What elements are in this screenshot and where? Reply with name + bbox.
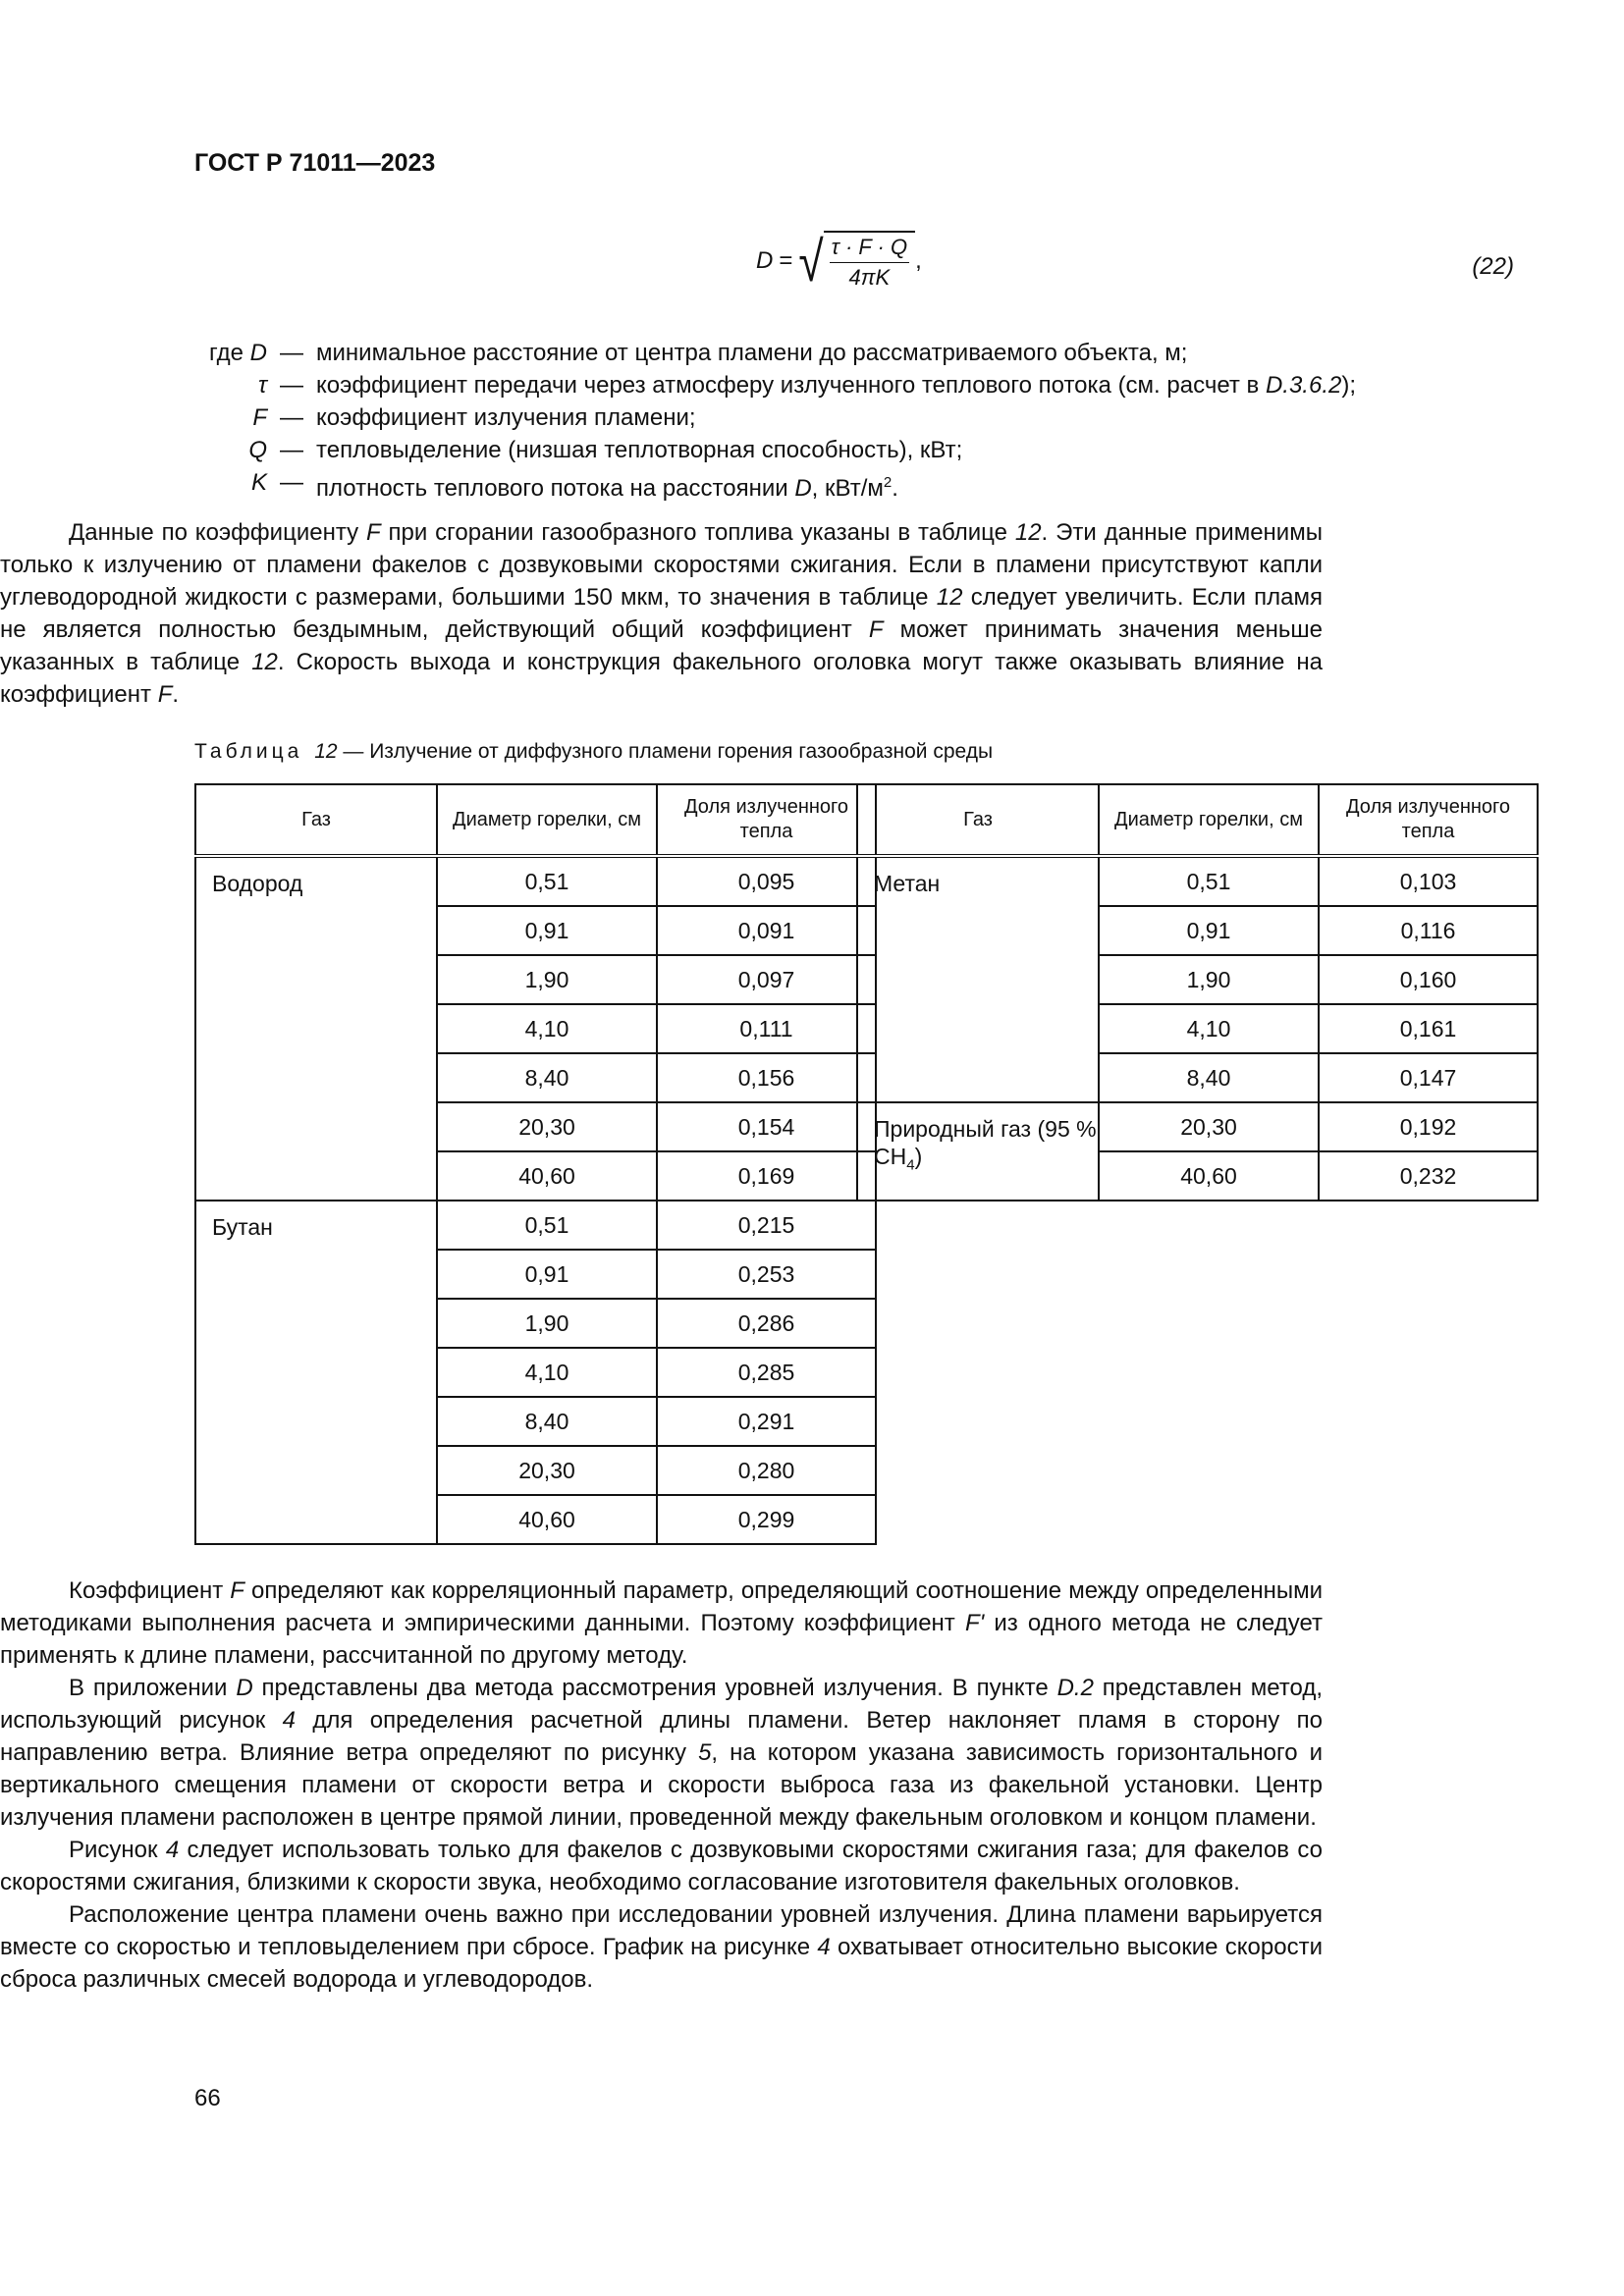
gas-name: Природный газ (95 % CH [874,1116,1097,1169]
table-row [195,856,876,906]
formula-lhs: D [756,246,774,274]
formula-equals: = [779,246,793,274]
definition-text [316,401,696,434]
numerator: τ · F · Q [830,235,909,263]
text-run: определяют как корреляционный параметр, определяющий соотношение между определенными методиками выполнения расчета и эмпирическими данными. Поэтому коэффициент [0,1577,1324,1636]
paragraph [0,1575,1323,1672]
burner-diameter-cell: 4,10 [437,1004,657,1053]
italic-run: F [365,519,381,546]
radiated-heat-fraction-cell: 0,285 [657,1348,876,1397]
italic-run: D.2 [1056,1675,1094,1701]
text-run: при сгорании газообразного топлива указаны в таблице [380,519,1015,546]
text-run: Данные по коэффициенту [69,519,366,546]
gas-subscript: 4 [906,1156,915,1174]
definition-item [194,401,1520,434]
radiated-heat-fraction-cell: 0,154 [657,1102,876,1151]
burner-diameter-cell: 8,40 [437,1397,657,1446]
definition-symbol [194,401,267,434]
burner-diameter-cell: 1,90 [1099,955,1319,1004]
italic-run: D.3.6.2 [1265,372,1342,399]
caption-label: Таблица [194,740,303,763]
definition-text [316,337,1187,369]
formula-trail: , [915,246,922,274]
table-right [856,783,1539,1201]
definition-symbol [194,337,267,369]
gas-name-cell [857,856,1099,1102]
radiated-heat-fraction-cell: 0,215 [657,1201,876,1250]
burner-diameter-cell: 0,51 [437,856,657,906]
definition-text [316,434,962,466]
italic-run: 5 [698,1739,712,1766]
gas-name-cell [857,1102,1099,1201]
burner-diameter-cell: 40,60 [437,1151,657,1201]
text-run: представлены два метода рассмотрения уровней излучения. В пункте [252,1675,1057,1701]
table-header-row [195,784,876,856]
symbol-text: F [252,404,267,431]
definition-text [316,466,898,505]
text-run: Рисунок [69,1837,166,1863]
text-run: следует использовать только для факелов с дозвуковыми скоростями сжигания газа; для факелов со скоростями сжигания, близкими к скорости звука, необходимо согласование изготовителя факельных оголовков. [0,1837,1323,1896]
definition-text [316,369,1356,401]
column-header: Диаметр горелки, см [437,784,657,856]
italic-run: 4 [817,1934,831,1960]
burner-diameter-cell: 4,10 [1099,1004,1319,1053]
denominator [849,263,891,291]
text-run: В приложении [69,1675,237,1701]
radiated-heat-fraction-cell: 0,095 [657,856,876,906]
definition-dash: — [280,437,303,463]
definition-dash: — [280,340,303,366]
gas-name-end: ) [914,1144,923,1169]
definition-dash: — [280,404,303,431]
text-run: плотность теплового потока на расстоянии [316,475,795,502]
table-row [195,1201,876,1250]
burner-diameter-cell: 40,60 [1099,1151,1319,1201]
italic-run: 12 [936,584,963,611]
text-run: минимальное расстояние от центра пламени до рассматриваемого объекта, м; [316,340,1188,366]
column-header: Доля излученного тепла [1319,784,1538,856]
radiated-heat-fraction-cell: 0,280 [657,1446,876,1495]
text-run: . Скорость выхода и конструкция факельного оголовка могут также оказывать влияние на коэффициент [0,649,1323,708]
definitions-list [194,337,1520,505]
page-number: 66 [194,2085,221,2111]
text-run: коэффициент излучения пламени; [316,404,696,431]
column-header: Газ [195,784,437,856]
italic-run: F' [964,1610,985,1636]
burner-diameter-cell: 40,60 [437,1495,657,1544]
italic-run: D [236,1675,253,1701]
burner-diameter-cell: 1,90 [437,955,657,1004]
radical-sign: √ [798,229,824,293]
definition-symbol [194,369,267,401]
text-run: следует увеличить. Если пламя не является полностью бездымным, действующий общий коэффициент [0,584,1324,643]
definition-item [194,337,1520,369]
gas-name: Метан [874,871,941,896]
definition-prefix: где [208,340,250,366]
burner-diameter-cell: 4,10 [437,1348,657,1397]
text-run: , на котором указана зависимость горизонтального и вертикального смещения пламени от скорости ветра и скорости выброса газа из факельной установки. Центр излучения пламени расположен в центре прямой линии, проведенной между факельным оголовком и концом пламени. [0,1739,1324,1831]
italic-run: 12 [1014,519,1042,546]
italic-run: 4 [165,1837,180,1863]
italic-run: F [868,616,884,643]
text-run: охватывает относительно высокие скорости сброса различных смесей водорода и углеводородов. [0,1934,1323,1993]
superscript: 2 [883,474,893,491]
text-run: представлен метод, использующий рисунок [0,1675,1323,1734]
italic-run: D [794,475,812,502]
radiated-heat-fraction-cell: 0,111 [657,1004,876,1053]
radiated-heat-fraction-cell: 0,091 [657,906,876,955]
paragraph [0,1672,1323,1834]
column-header: Газ [857,784,1099,856]
burner-diameter-cell: 0,51 [1099,856,1319,906]
burner-diameter-cell: 20,30 [437,1446,657,1495]
radiated-heat-fraction-cell: 0,253 [657,1250,876,1299]
burner-diameter-cell: 0,51 [437,1201,657,1250]
radiated-heat-fraction-cell: 0,192 [1319,1102,1538,1151]
radiated-heat-fraction-cell: 0,161 [1319,1004,1538,1053]
text-run: ); [1341,372,1357,399]
text-run: , кВт/м [811,475,884,502]
italic-run: F [230,1577,244,1604]
text-run: . [892,475,898,502]
formula [756,231,922,291]
radiated-heat-fraction-cell: 0,156 [657,1053,876,1102]
text-run: . Эти данные применимы только к излучению от пламени факелов с дозвуковыми скоростями сжигания. Если в пламени присутствуют капли углеводородной жидкости с размерами, большими 150 мкм, то значения в таблице [0,519,1323,611]
definition-symbol [194,434,267,466]
text-run: может принимать значения меньше указанных в таблице [0,616,1323,675]
document-code: ГОСТ Р 71011—2023 [194,149,436,177]
radiated-heat-fraction-cell: 0,299 [657,1495,876,1544]
symbol-text: K [250,469,267,496]
radiated-heat-fraction-cell: 0,103 [1319,856,1538,906]
table-row [857,856,1538,906]
italic-run: 4 [282,1707,297,1734]
radiated-heat-fraction-cell: 0,160 [1319,955,1538,1004]
symbol-text: Q [248,437,267,463]
burner-diameter-cell: 1,90 [437,1299,657,1348]
paragraph [0,516,1323,711]
burner-diameter-cell: 0,91 [437,1250,657,1299]
definition-dash: — [280,372,303,399]
caption-text: — Излучение от диффузного пламени горения газообразной среды [337,740,994,763]
symbol-text: D [249,340,267,366]
burner-diameter-cell: 8,40 [1099,1053,1319,1102]
paragraphs-after-table [0,1575,1323,1996]
column-header: Диаметр горелки, см [1099,784,1319,856]
text-run: для определения расчетной длины пламени. Ветер наклоняет пламя в сторону по направлению ветра. Влияние ветра определяют по рисунку [0,1707,1323,1766]
gas-name: Бутан [212,1214,273,1240]
table-row [857,1102,1538,1151]
caption-number: 12 [314,740,338,763]
table-caption [194,740,993,764]
definition-item [194,434,1520,466]
radiated-heat-fraction-cell: 0,097 [657,955,876,1004]
gas-name: Водород [212,871,303,896]
text-run: из одного метода не следует применять к длине пламени, рассчитанной по другому методу. [0,1610,1323,1669]
gas-name-cell [195,856,437,1201]
radiated-heat-fraction-cell: 0,286 [657,1299,876,1348]
definition-item [194,466,1520,505]
burner-diameter-cell: 8,40 [437,1053,657,1102]
text-run: тепловыделение (низшая теплотворная способность), кВт; [316,437,963,463]
denominator-text: 4πK [848,265,891,290]
square-root [798,231,915,291]
italic-run: F [157,681,173,708]
definition-dash: — [280,469,303,496]
burner-diameter-cell: 0,91 [437,906,657,955]
radiated-heat-fraction-cell: 0,169 [657,1151,876,1201]
radiated-heat-fraction-cell: 0,232 [1319,1151,1538,1201]
definition-symbol [194,466,267,505]
text-run: коэффициент передачи через атмосферу излученного теплового потока (см. расчет в [316,372,1266,399]
paragraph [0,1834,1323,1898]
radiated-heat-fraction-cell: 0,147 [1319,1053,1538,1102]
text-run: . [172,681,180,708]
burner-diameter-cell: 0,91 [1099,906,1319,955]
gas-name-cell [195,1201,437,1544]
definition-item [194,369,1520,401]
text-run: Коэффициент [69,1577,231,1604]
burner-diameter-cell: 20,30 [437,1102,657,1151]
equation-number: (22) [1472,253,1514,280]
paragraph [0,1898,1323,1996]
radiated-heat-fraction-cell: 0,116 [1319,906,1538,955]
fraction [824,231,915,291]
symbol-text: τ [258,372,267,399]
column-header: Доля излученного тепла [657,784,876,856]
burner-diameter-cell: 20,30 [1099,1102,1319,1151]
table-left [194,783,877,1545]
italic-run: 12 [251,649,278,675]
table-header-row [857,784,1538,856]
text-run: Расположение центра пламени очень важно при исследовании уровней излучения. Длина пламени варьируется вместе со скоростью и тепловыделением при сбросе. График на рисунке [0,1901,1323,1960]
paragraphs-before-table [0,516,1323,711]
radiated-heat-fraction-cell: 0,291 [657,1397,876,1446]
